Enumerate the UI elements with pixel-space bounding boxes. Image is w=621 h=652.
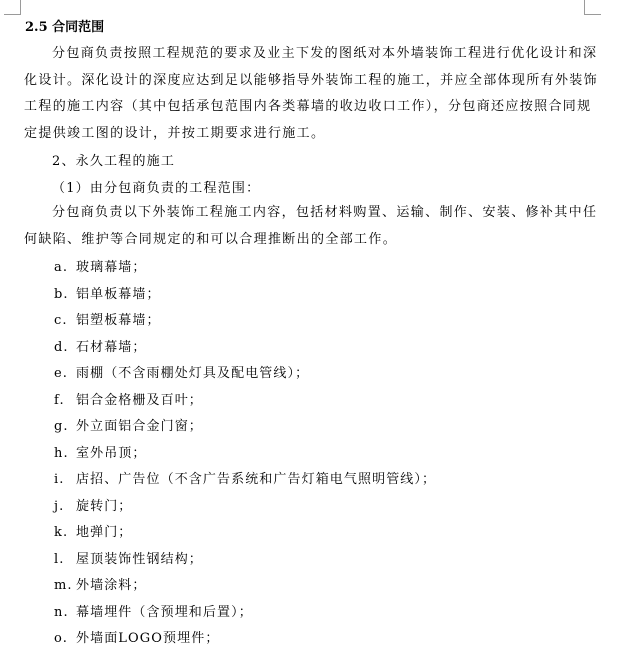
list-item-text: 石材幕墙； bbox=[76, 339, 147, 355]
list-marker: a. bbox=[54, 260, 69, 275]
section-permanent-works: 2、永久工程的施工 bbox=[52, 154, 176, 169]
list-item-text: 玻璃幕墙； bbox=[76, 260, 147, 275]
list-item-text: 铝合金格栅及百叶； bbox=[76, 392, 203, 408]
list-item bbox=[54, 523, 132, 543]
list-item bbox=[54, 629, 219, 649]
list-item bbox=[54, 603, 253, 623]
list-item-text: 室外吊顶； bbox=[76, 445, 147, 461]
subsection-contractor-scope: （1）由分包商负责的工程范围： bbox=[52, 181, 261, 196]
paragraph-design-scope: 分包商负责按照工程规范的要求及业主下发的图纸对本外墙装饰工程进行优化设计和深化设计。深化设计的深度应达到足以能够指导外装饰工程的施工，并应全部体现所有外装饰工程的施工内容（其中包括承包范围内各类幕墙的收边收口工作），分包商还应按照合同规定提供竣工图的设计，并按工期要求进行施工。 bbox=[24, 46, 599, 141]
list-marker: e. bbox=[54, 366, 69, 381]
list-marker: o. bbox=[54, 631, 68, 646]
list-item-text: 屋顶装饰性钢结构； bbox=[76, 551, 203, 567]
margin-corner-mark-right bbox=[584, 0, 601, 15]
list-item-text: 店招、广告位（不含广告系统和广告灯箱电气照明管线）； bbox=[76, 472, 437, 487]
list-item bbox=[54, 311, 161, 331]
margin-corner-mark-left bbox=[4, 0, 21, 15]
list-item-text: 地弹门； bbox=[76, 525, 133, 540]
list-item bbox=[54, 364, 309, 384]
section-heading: 2.5 合同范围 bbox=[25, 20, 105, 35]
list-item-text: 雨棚（不含雨棚处灯具及配电管线）； bbox=[76, 366, 310, 381]
list-marker: f. bbox=[54, 392, 65, 408]
list-marker: m. bbox=[54, 578, 73, 593]
list-item bbox=[54, 470, 436, 490]
list-item bbox=[54, 497, 132, 517]
list-item bbox=[54, 285, 161, 305]
list-item-text: 旋转门； bbox=[76, 498, 133, 514]
list-marker: h. bbox=[54, 445, 69, 461]
list-item-text: 外墙涂料； bbox=[76, 578, 147, 593]
list-item-text: 外立面铝合金门窗； bbox=[76, 419, 203, 434]
list-marker: l. bbox=[54, 551, 65, 567]
list-item bbox=[54, 417, 203, 437]
list-item bbox=[54, 444, 147, 464]
list-item-text: 铝单板幕墙； bbox=[76, 286, 161, 302]
list-item bbox=[54, 338, 147, 358]
list-item-text: 外墙面LOGO预埋件； bbox=[76, 631, 220, 646]
list-marker: g. bbox=[54, 419, 69, 434]
list-item bbox=[54, 550, 203, 570]
list-marker: i. bbox=[54, 472, 65, 487]
paragraph-work-content: 分包商负责以下外装饰工程施工内容，包括材料购置、运输、制作、安装、修补其中任何缺陷、维护等合同规定的和可以合理推断出的全部工作。 bbox=[24, 205, 598, 247]
list-marker: k. bbox=[54, 525, 69, 540]
list-marker: n. bbox=[54, 604, 69, 620]
list-marker: j. bbox=[54, 498, 65, 514]
list-item bbox=[54, 576, 147, 596]
list-item-text: 铝塑板幕墙； bbox=[76, 313, 161, 328]
list-item bbox=[54, 391, 203, 411]
list-marker: d. bbox=[54, 339, 69, 355]
list-marker: c. bbox=[54, 313, 68, 328]
list-item-text: 幕墙埋件（含预埋和后置）； bbox=[76, 604, 253, 620]
list-item bbox=[54, 258, 147, 278]
list-marker: b. bbox=[54, 286, 69, 302]
